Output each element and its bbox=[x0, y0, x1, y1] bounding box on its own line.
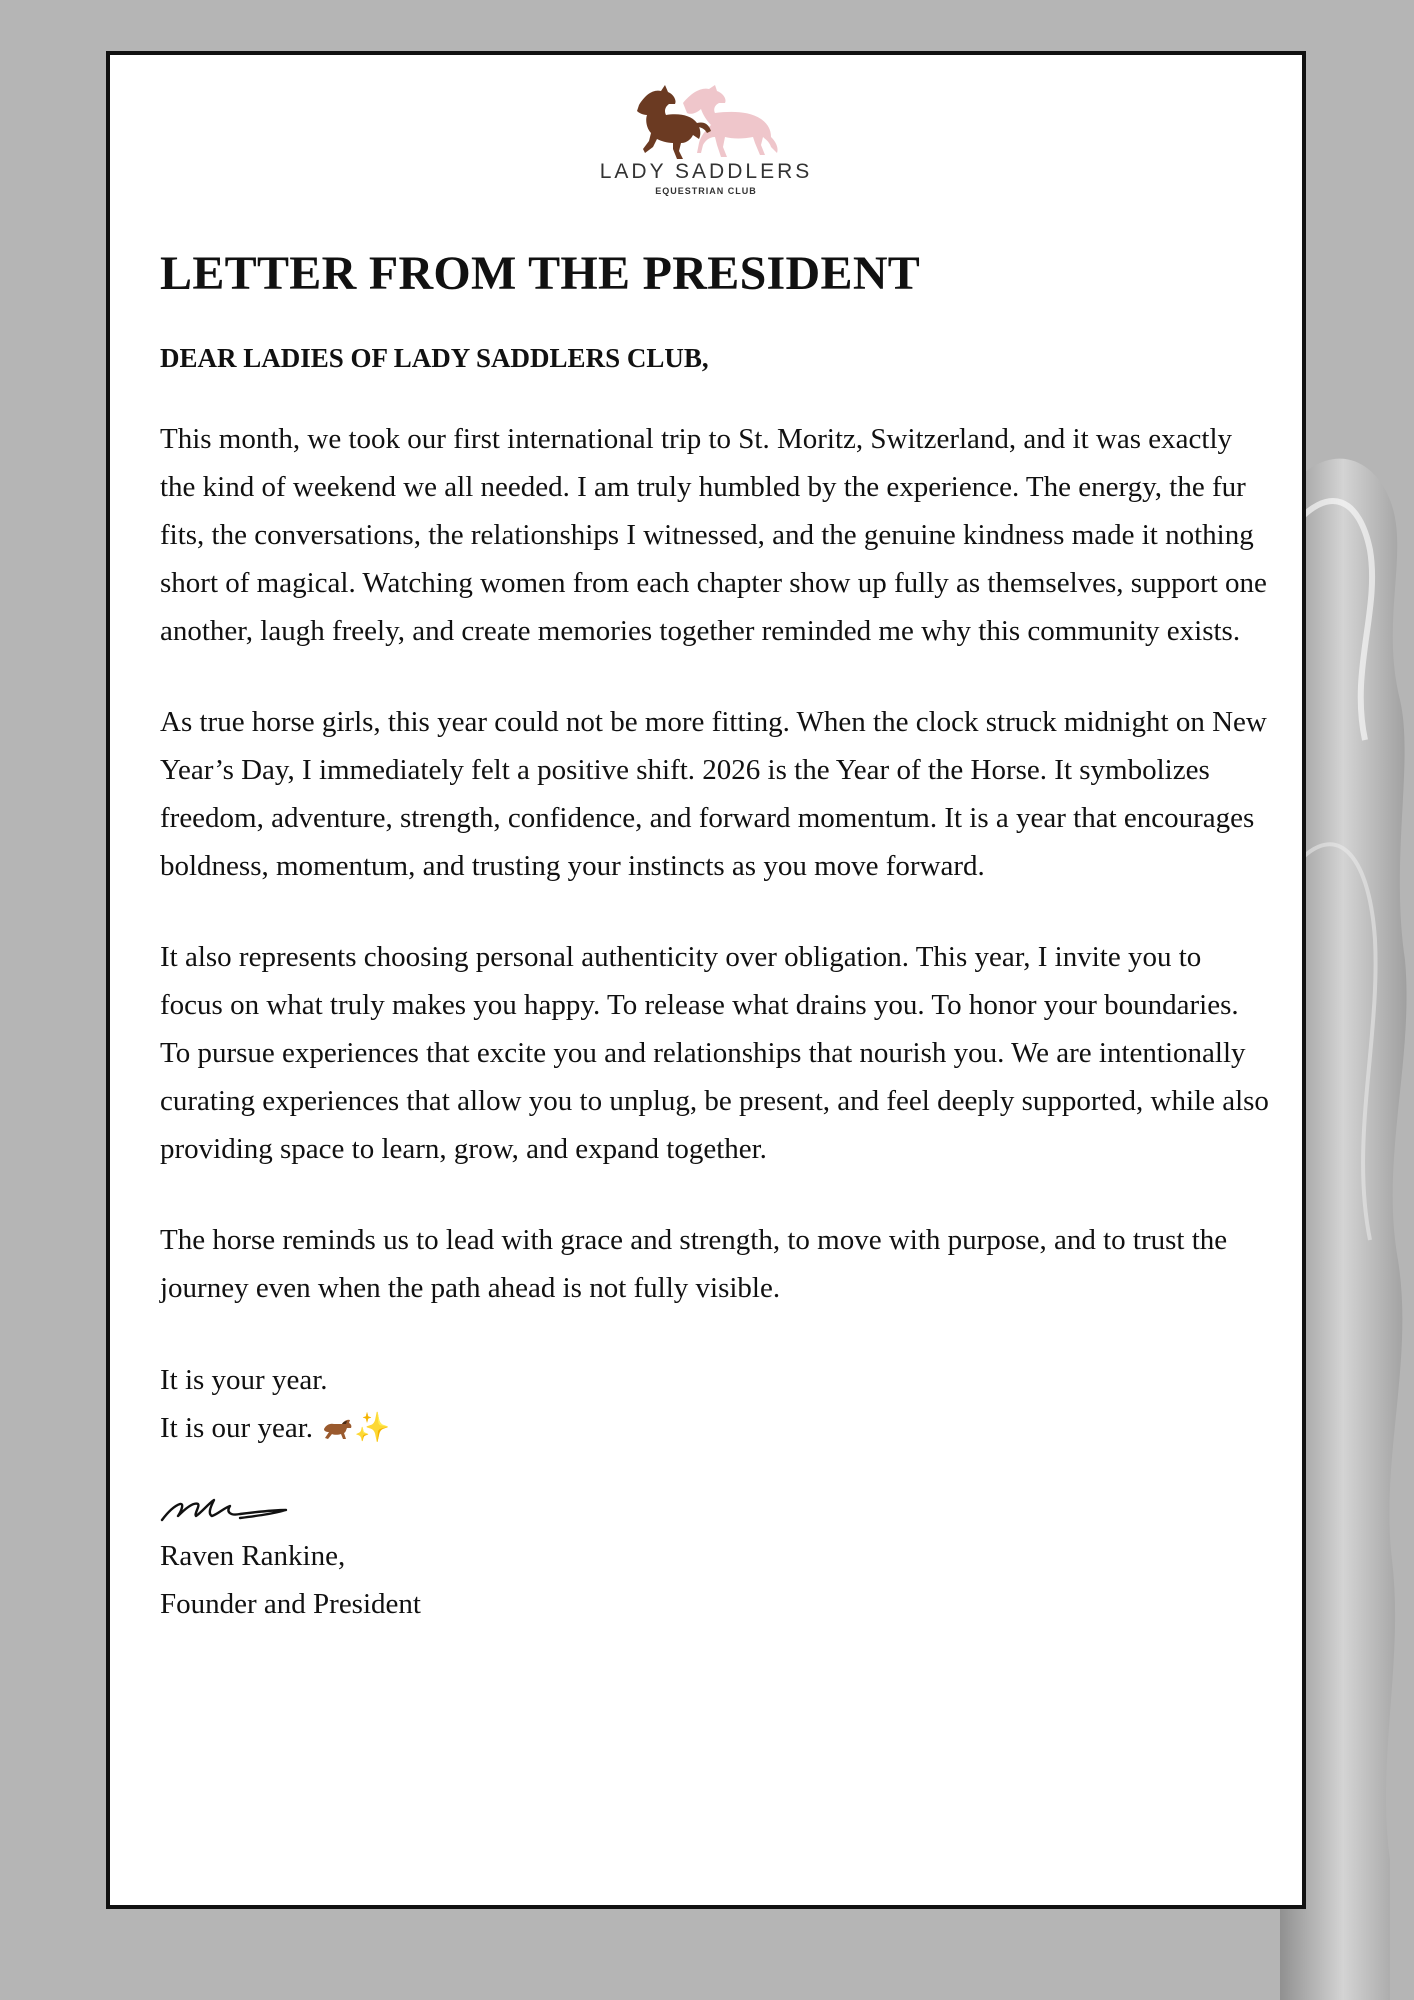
logo-subtitle: EQUESTRIAN CLUB bbox=[655, 186, 757, 196]
page-title: LETTER FROM THE PRESIDENT bbox=[160, 247, 921, 300]
closing-line-2-text: It is our year. bbox=[160, 1412, 314, 1444]
salutation: DEAR LADIES OF LADY SADDLERS CLUB, bbox=[160, 343, 709, 373]
closing bbox=[160, 1356, 1270, 1452]
running-horse-icon bbox=[320, 1415, 354, 1443]
paragraph-2: As true horse girls, this year could not be more fitting. When the clock struck midnight on New Year’s Day, I immediately felt a positive shift. 2026 is the Year of the Horse. It symbolizes freedom, adventure, strength, confidence, and forward momentum. It is a year that encourages boldness, momentum, and trusting your instincts as you move forward. bbox=[160, 706, 1267, 882]
paragraph-4: The horse reminds us to lead with grace and strength, to move with purpose, and to trust the journey even when the path ahead is not fully visible. bbox=[160, 1224, 1228, 1304]
paragraph-3: It also represents choosing personal authenticity over obligation. This year, I invite you to focus on what truly makes you happy. To release what drains you. To honor your boundaries. To pursue experiences that excite you and relationships that nourish you. We are intentionally curating experiences that allow you to unplug, be present, and feel deeply supported, while also providing space to learn, grow, and expand together. bbox=[160, 941, 1269, 1165]
signer-name: Raven Rankine, bbox=[160, 1540, 346, 1572]
letter-body bbox=[160, 245, 1270, 1628]
sparkles-icon: ✨ bbox=[354, 1412, 391, 1444]
closing-line-2 bbox=[160, 1404, 1270, 1452]
signoff bbox=[160, 1532, 1270, 1628]
closing-line-1: It is your year. bbox=[160, 1364, 328, 1396]
handwritten-signature bbox=[160, 1492, 290, 1526]
signer-role: Founder and President bbox=[160, 1588, 421, 1620]
two-horses-icon bbox=[631, 81, 781, 159]
club-logo bbox=[110, 81, 1302, 221]
letter-page bbox=[106, 51, 1306, 1909]
paragraph-1: This month, we took our first international trip to St. Moritz, Switzerland, and it was exactly the kind of weekend we all needed. I am truly humbled by the experience. The energy, the fur fits, the conversations, the relationships I witnessed, and the genuine kindness made it nothing short of magical. Watching women from each chapter show up fully as themselves, support one another, laugh freely, and create memories together reminded me why this community exists. bbox=[160, 423, 1267, 647]
logo-name: LADY SADDLERS bbox=[599, 160, 813, 183]
